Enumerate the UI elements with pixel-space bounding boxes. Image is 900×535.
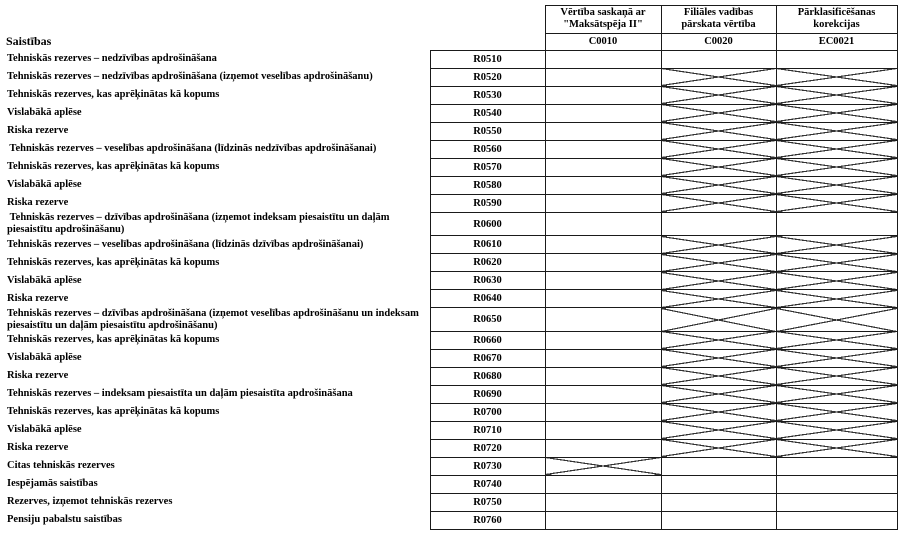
row-code: R0620	[430, 254, 545, 272]
row-label: Tehniskās rezerves – indeksam piesaistīta un daļām piesaistīta apdrošināšana	[7, 388, 353, 400]
row-label: Vislabākā aplēse	[7, 107, 82, 119]
row-label: Riska rezerve	[7, 370, 69, 382]
column-code-c0020: C0020	[661, 33, 776, 50]
row-label: Riska rezerve	[7, 197, 69, 209]
cell-R0540-C0020	[661, 104, 776, 122]
row-code: R0590	[430, 194, 545, 212]
row-code: R0640	[430, 290, 545, 308]
table-row	[4, 104, 897, 122]
table-row	[4, 194, 897, 212]
row-label: Riska rezerve	[7, 442, 69, 454]
cell-R0620-EC0021	[776, 254, 897, 272]
table-row	[4, 385, 897, 403]
cell-R0760-EC0021[interactable]	[776, 511, 897, 529]
row-code: R0690	[430, 385, 545, 403]
table-row	[4, 475, 897, 493]
row-code: R0550	[430, 122, 545, 140]
column-title-row	[4, 6, 897, 34]
cell-R0540-C0010[interactable]	[545, 104, 661, 122]
cell-R0700-C0010[interactable]	[545, 403, 661, 421]
row-label: Tehniskās rezerves, kas aprēķinātas kā kopums	[7, 89, 220, 101]
cell-R0570-C0020	[661, 158, 776, 176]
row-label: Riska rezerve	[7, 292, 69, 304]
cell-R0690-C0010[interactable]	[545, 385, 661, 403]
cell-R0670-C0010[interactable]	[545, 349, 661, 367]
table-row	[4, 493, 897, 511]
cell-R0750-C0010[interactable]	[545, 493, 661, 511]
row-label: Tehniskās rezerves – nedzīvības apdrošināšana (izņemot veselības apdrošināšanu)	[7, 71, 373, 83]
cell-R0580-C0010[interactable]	[545, 176, 661, 194]
cell-R0750-C0020[interactable]	[661, 493, 776, 511]
cell-R0640-C0010[interactable]	[545, 290, 661, 308]
table-row	[4, 236, 897, 254]
row-code: R0580	[430, 176, 545, 194]
cell-R0510-EC0021[interactable]	[776, 50, 897, 68]
cell-R0630-EC0021	[776, 272, 897, 290]
cell-R0680-EC0021	[776, 367, 897, 385]
cell-R0760-C0010[interactable]	[545, 511, 661, 529]
column-code-c0010: C0010	[545, 33, 661, 50]
cell-R0550-EC0021	[776, 122, 897, 140]
cell-R0570-EC0021	[776, 158, 897, 176]
cell-R0650-C0010[interactable]	[545, 308, 661, 332]
row-label: Tehniskās rezerves – dzīvības apdrošināšana (izņemot indeksam piesaistītu un daļām piesaistītu apdrošināšanu)	[7, 212, 393, 235]
cell-R0750-EC0021[interactable]	[776, 493, 897, 511]
row-label: Vislabākā aplēse	[7, 352, 82, 364]
row-label: Tehniskās rezerves, kas aprēķinātas kā kopums	[7, 406, 220, 418]
table-row	[4, 254, 897, 272]
cell-R0570-C0010[interactable]	[545, 158, 661, 176]
cell-R0630-C0010[interactable]	[545, 272, 661, 290]
row-label: Tehniskās rezerves – veselības apdrošināšana (līdzinās dzīvības apdrošināšanai)	[7, 238, 364, 250]
cell-R0710-EC0021	[776, 421, 897, 439]
cell-R0540-EC0021	[776, 104, 897, 122]
cell-R0650-EC0021	[776, 308, 897, 332]
liabilities-table	[4, 5, 898, 530]
table-row	[4, 50, 897, 68]
table-row	[4, 331, 897, 349]
cell-R0610-C0010[interactable]	[545, 236, 661, 254]
row-code: R0560	[430, 140, 545, 158]
table-row	[4, 308, 897, 332]
cell-R0720-C0010[interactable]	[545, 439, 661, 457]
table-row	[4, 176, 897, 194]
table-row	[4, 457, 897, 475]
row-code: R0670	[430, 349, 545, 367]
cell-R0700-EC0021	[776, 403, 897, 421]
table-row	[4, 439, 897, 457]
row-code: R0720	[430, 439, 545, 457]
cell-R0520-C0010[interactable]	[545, 68, 661, 86]
row-label: Vislabākā aplēse	[7, 179, 82, 191]
header-spacer	[4, 6, 545, 34]
cell-R0690-C0020	[661, 385, 776, 403]
column-header-c0010: Vērtība saskaņā ar "Maksātspēja II"	[545, 6, 661, 34]
cell-R0720-C0020	[661, 439, 776, 457]
row-code: R0530	[430, 86, 545, 104]
row-label: Rezerves, izņemot tehniskās rezerves	[7, 496, 173, 508]
row-code: R0740	[430, 475, 545, 493]
column-header-c0020: Filiāles vadības pārskata vērtība	[661, 6, 776, 34]
row-label: Tehniskās rezerves, kas aprēķinātas kā kopums	[7, 161, 220, 173]
cell-R0740-C0020[interactable]	[661, 475, 776, 493]
row-code: R0760	[430, 511, 545, 529]
cell-R0640-EC0021	[776, 290, 897, 308]
cell-R0600-C0010[interactable]	[545, 212, 661, 236]
row-code: R0650	[430, 308, 545, 332]
cell-R0610-EC0021	[776, 236, 897, 254]
table-row	[4, 403, 897, 421]
cell-R0560-EC0021	[776, 140, 897, 158]
row-code: R0680	[430, 367, 545, 385]
row-code: R0750	[430, 493, 545, 511]
cell-R0730-C0010	[545, 457, 661, 475]
cell-R0550-C0010[interactable]	[545, 122, 661, 140]
cell-R0530-C0010[interactable]	[545, 86, 661, 104]
cell-R0590-C0010[interactable]	[545, 194, 661, 212]
cell-R0660-EC0021	[776, 331, 897, 349]
cell-R0560-C0020	[661, 140, 776, 158]
cell-R0510-C0010[interactable]	[545, 50, 661, 68]
cell-R0560-C0010[interactable]	[545, 140, 661, 158]
row-code: R0510	[430, 50, 545, 68]
cell-R0660-C0010[interactable]	[545, 331, 661, 349]
cell-R0650-C0020	[661, 308, 776, 332]
row-code: R0570	[430, 158, 545, 176]
table-row	[4, 272, 897, 290]
cell-R0610-C0020	[661, 236, 776, 254]
cell-R0510-C0020[interactable]	[661, 50, 776, 68]
cell-R0530-C0020	[661, 86, 776, 104]
cell-R0710-C0010[interactable]	[545, 421, 661, 439]
row-label: Riska rezerve	[7, 125, 69, 137]
cell-R0740-EC0021[interactable]	[776, 475, 897, 493]
cell-R0720-EC0021	[776, 439, 897, 457]
cell-R0520-EC0021	[776, 68, 897, 86]
cell-R0760-C0020[interactable]	[661, 511, 776, 529]
cell-R0700-C0020	[661, 403, 776, 421]
row-label: Vislabākā aplēse	[7, 424, 82, 436]
table-row	[4, 421, 897, 439]
cell-R0730-EC0021[interactable]	[776, 457, 897, 475]
table-row	[4, 140, 897, 158]
cell-R0710-C0020	[661, 421, 776, 439]
cell-R0680-C0010[interactable]	[545, 367, 661, 385]
row-label: Tehniskās rezerves, kas aprēķinātas kā kopums	[7, 256, 220, 268]
cell-R0590-C0020	[661, 194, 776, 212]
cell-R0520-C0020	[661, 68, 776, 86]
cell-R0600-C0020[interactable]	[661, 212, 776, 236]
row-label: Tehniskās rezerves, kas aprēķinātas kā kopums	[7, 334, 220, 346]
cell-R0580-C0020	[661, 176, 776, 194]
table-row	[4, 212, 897, 236]
cell-R0690-EC0021	[776, 385, 897, 403]
cell-R0670-C0020	[661, 349, 776, 367]
table-row	[4, 68, 897, 86]
code-column-spacer	[430, 33, 545, 50]
row-code: R0610	[430, 236, 545, 254]
column-code-row	[4, 33, 897, 50]
row-code: R0710	[430, 421, 545, 439]
section-title: Saistības	[6, 34, 52, 49]
cell-R0530-EC0021	[776, 86, 897, 104]
table-row	[4, 367, 897, 385]
table-row	[4, 511, 897, 529]
table-row	[4, 86, 897, 104]
table-row	[4, 349, 897, 367]
row-code: R0660	[430, 331, 545, 349]
cell-R0580-EC0021	[776, 176, 897, 194]
cell-R0740-C0010[interactable]	[545, 475, 661, 493]
row-label: Vislabākā aplēse	[7, 274, 82, 286]
row-code: R0730	[430, 457, 545, 475]
cell-R0640-C0020	[661, 290, 776, 308]
row-code: R0520	[430, 68, 545, 86]
row-code: R0540	[430, 104, 545, 122]
row-code: R0630	[430, 272, 545, 290]
row-code: R0600	[430, 212, 545, 236]
table-row	[4, 158, 897, 176]
row-label: Tehniskās rezerves – veselības apdrošināšana (līdzinās nedzīvības apdrošināšanai)	[7, 143, 377, 155]
row-label: Iespējamās saistības	[7, 478, 98, 490]
cell-R0630-C0020	[661, 272, 776, 290]
column-header-ec0021: Pārklasificēšanas korekcijas	[776, 6, 897, 34]
cell-R0660-C0020	[661, 331, 776, 349]
row-code: R0700	[430, 403, 545, 421]
row-label: Tehniskās rezerves – nedzīvības apdrošināšana	[7, 53, 217, 65]
column-code-ec0021: EC0021	[776, 33, 897, 50]
cell-R0550-C0020	[661, 122, 776, 140]
row-label: Citas tehniskās rezerves	[7, 460, 115, 472]
cell-R0620-C0010[interactable]	[545, 254, 661, 272]
cell-R0590-EC0021	[776, 194, 897, 212]
cell-R0670-EC0021	[776, 349, 897, 367]
cell-R0730-C0020[interactable]	[661, 457, 776, 475]
table-row	[4, 290, 897, 308]
cell-R0620-C0020	[661, 254, 776, 272]
table-row	[4, 122, 897, 140]
cell-R0600-EC0021[interactable]	[776, 212, 897, 236]
cell-R0680-C0020	[661, 367, 776, 385]
row-label: Pensiju pabalstu saistības	[7, 514, 122, 526]
row-label: Tehniskās rezerves – dzīvības apdrošināšana (izņemot veselības apdrošināšanu un indeksam piesaistītu un daļām piesaistītu apdrošināšanu)	[7, 307, 422, 331]
